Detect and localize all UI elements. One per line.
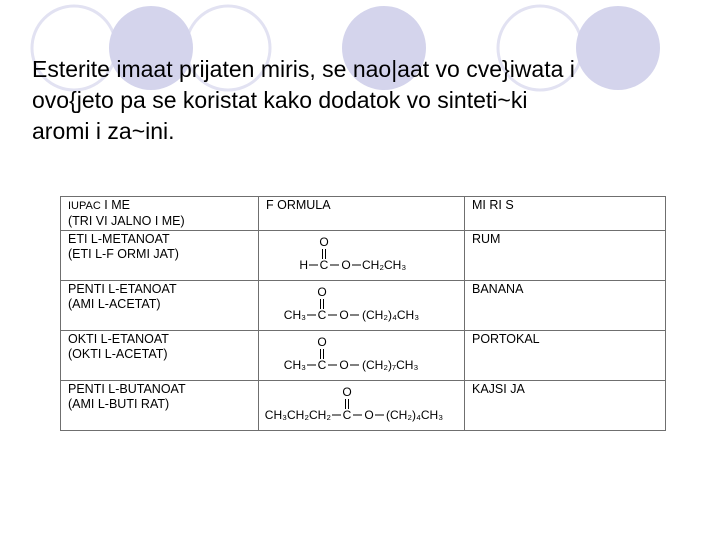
table-row bbox=[61, 331, 666, 381]
table-header-row bbox=[61, 197, 666, 231]
header-formula-label: F ORMULA bbox=[266, 198, 331, 212]
header-trivial-label: (TRI VI JALNO I ME) bbox=[68, 214, 185, 228]
header-name-cell bbox=[61, 197, 259, 231]
trivial-name: (AMI L-BUTI RAT) bbox=[68, 397, 170, 411]
formula-tail-group: (CH₂)₄CH₃ bbox=[386, 408, 444, 422]
smell-value: KAJSI JA bbox=[472, 382, 525, 396]
carbonyl-oxygen: O bbox=[319, 235, 329, 249]
esters-table bbox=[60, 196, 666, 431]
header-smell-cell bbox=[465, 197, 666, 231]
iupac-name: PENTI L-BUTANOAT bbox=[68, 382, 186, 396]
structural-formula bbox=[259, 231, 465, 279]
formula-tail-group: (CH₂)₇CH₃ bbox=[362, 358, 419, 372]
formula-cell bbox=[259, 231, 465, 281]
iupac-name: PENTI L-ETANOAT bbox=[68, 282, 177, 296]
trivial-name: (ETI L-F ORMI JAT) bbox=[68, 247, 179, 261]
carbonyl-oxygen: O bbox=[317, 335, 327, 349]
trivial-name: (AMI L-ACETAT) bbox=[68, 297, 161, 311]
paragraph-line: ovo{jeto pa se koristat kako dodatok vo sinteti~ki bbox=[32, 87, 528, 113]
iupac-name: ETI L-METANOAT bbox=[68, 232, 170, 246]
name-cell bbox=[61, 381, 259, 431]
intro-paragraph bbox=[32, 54, 712, 147]
smell-value: RUM bbox=[472, 232, 501, 246]
carbonyl-carbon: C bbox=[317, 358, 327, 372]
formula-cell bbox=[259, 281, 465, 331]
name-cell bbox=[61, 331, 259, 381]
carbonyl-carbon: C bbox=[317, 308, 327, 322]
paragraph-line: aromi i za~ini. bbox=[32, 118, 175, 144]
carbonyl-carbon: C bbox=[342, 408, 352, 422]
header-iupac-label: IUPAC bbox=[68, 200, 101, 212]
structural-formula bbox=[259, 381, 465, 429]
formula-tail-group: CH₂CH₃ bbox=[362, 258, 407, 272]
table-row bbox=[61, 281, 666, 331]
structural-formula bbox=[259, 331, 465, 379]
ester-oxygen: O bbox=[339, 358, 349, 372]
table-row bbox=[61, 231, 666, 281]
smell-cell bbox=[465, 281, 666, 331]
carbonyl-oxygen: O bbox=[317, 285, 327, 299]
iupac-name: OKTI L-ETANOAT bbox=[68, 332, 169, 346]
formula-left-group: CH₃CH₂CH₂ bbox=[264, 408, 331, 422]
formula-tail-group: (CH₂)₄CH₃ bbox=[362, 308, 420, 322]
header-name-label: I ME bbox=[100, 198, 130, 212]
name-cell bbox=[61, 231, 259, 281]
ester-oxygen: O bbox=[364, 408, 374, 422]
table-row bbox=[61, 381, 666, 431]
carbonyl-oxygen: O bbox=[342, 385, 352, 399]
formula-left-group: CH₃ bbox=[283, 358, 306, 372]
smell-cell bbox=[465, 381, 666, 431]
smell-cell bbox=[465, 231, 666, 281]
smell-value: BANANA bbox=[472, 282, 524, 296]
formula-left-group: H bbox=[299, 258, 308, 272]
header-formula-cell bbox=[259, 197, 465, 231]
name-cell bbox=[61, 281, 259, 331]
formula-cell bbox=[259, 381, 465, 431]
trivial-name: (OKTI L-ACETAT) bbox=[68, 347, 168, 361]
carbonyl-carbon: C bbox=[319, 258, 329, 272]
smell-value: PORTOKAL bbox=[472, 332, 540, 346]
smell-cell bbox=[465, 331, 666, 381]
ester-oxygen: O bbox=[339, 308, 349, 322]
header-smell-label: MI RI S bbox=[472, 198, 514, 212]
paragraph-line: Esterite imaat prijaten miris, se nao|aat vo cve}iwata i bbox=[32, 56, 575, 82]
formula-cell bbox=[259, 331, 465, 381]
structural-formula bbox=[259, 281, 465, 329]
formula-left-group: CH₃ bbox=[283, 308, 306, 322]
ester-oxygen: O bbox=[341, 258, 351, 272]
